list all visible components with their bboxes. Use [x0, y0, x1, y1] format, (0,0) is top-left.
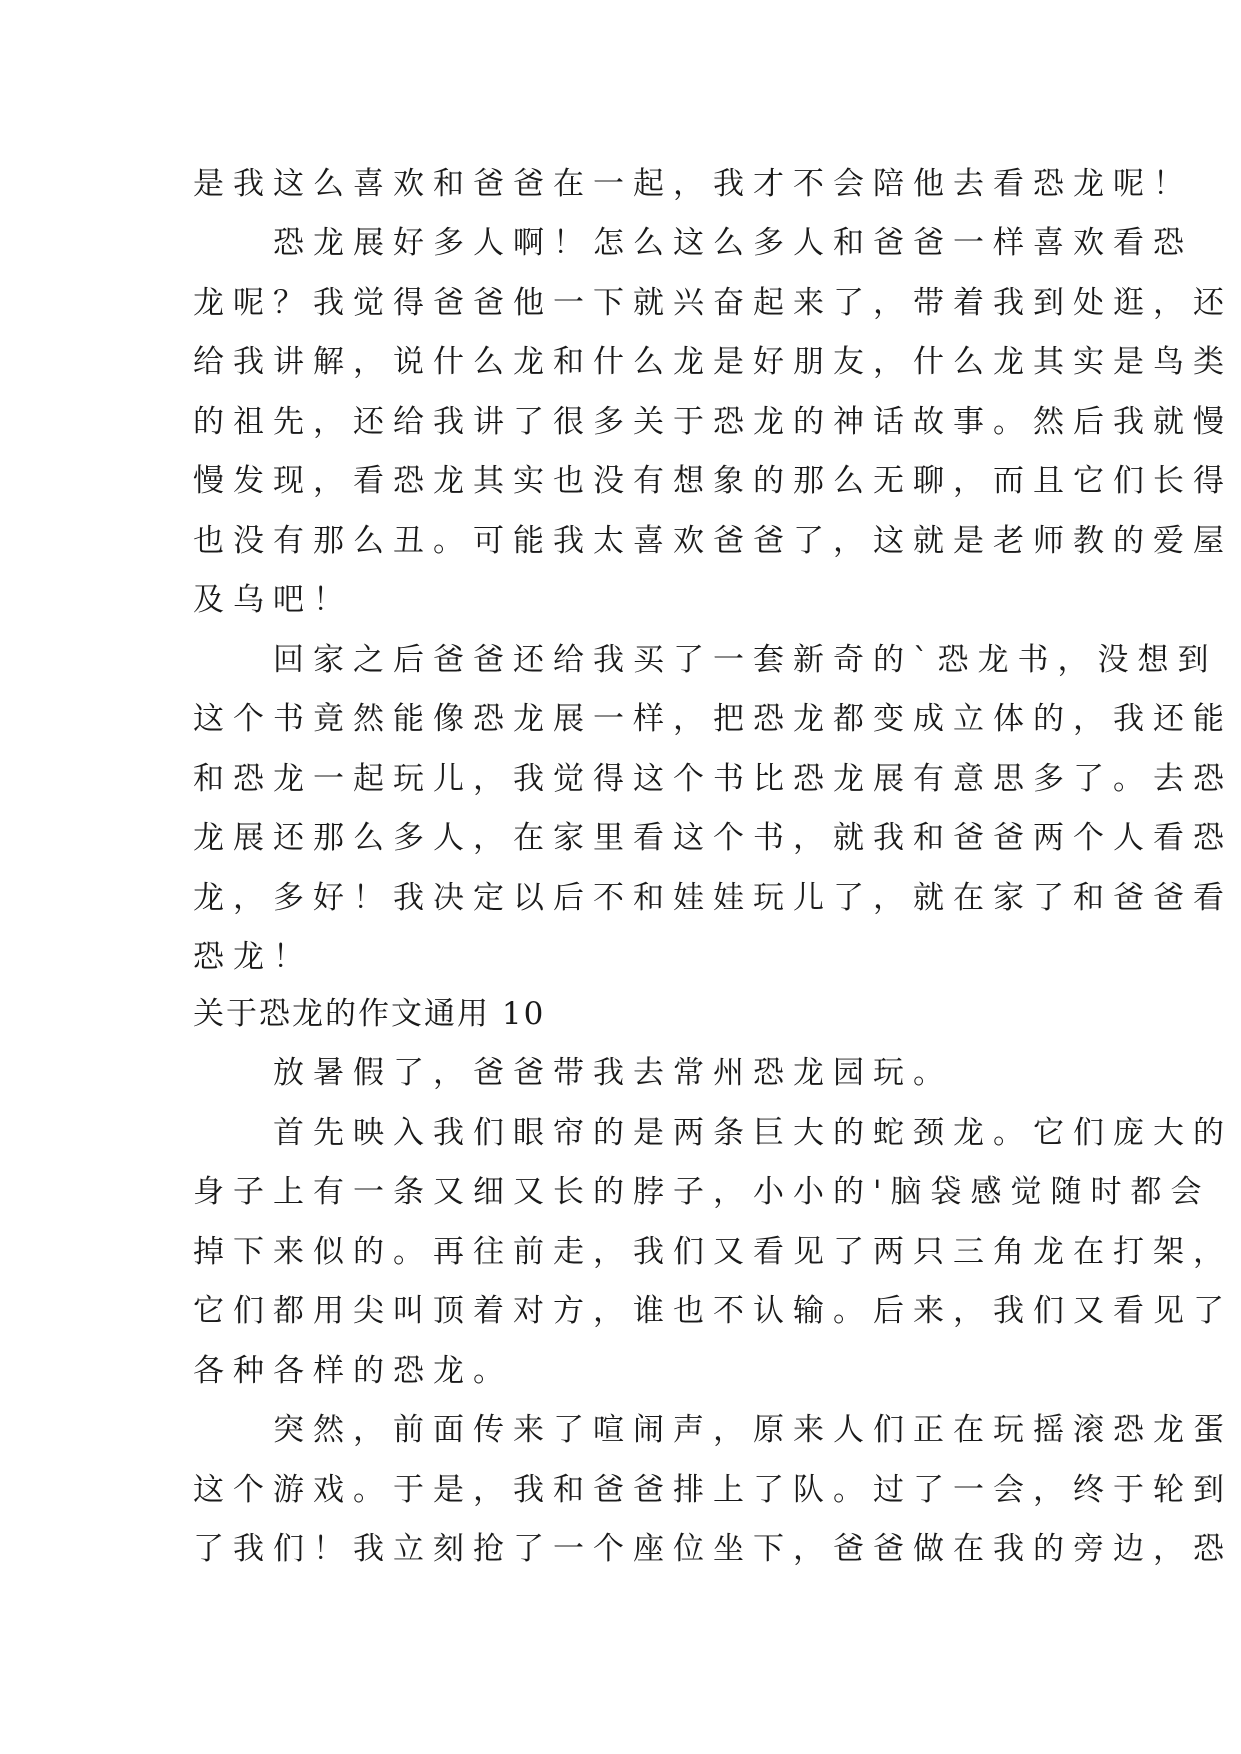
text-line: 它们都用尖叫顶着对方，谁也不认输。后来，我们又看见了	[193, 1293, 1233, 1329]
text-line: 和恐龙一起玩儿，我觉得这个书比恐龙展有意思多了。去恐	[193, 761, 1233, 797]
text-line: 的祖先，还给我讲了很多关于恐龙的神话故事。然后我就慢	[193, 404, 1233, 440]
text-line: 给我讲解，说什么龙和什么龙是好朋友，什么龙其实是鸟类	[193, 344, 1233, 380]
text-line: 及乌吧！	[193, 582, 353, 618]
text-line: 身子上有一条又细又长的脖子，小小的'脑袋感觉随时都会	[193, 1174, 1211, 1210]
paragraph-start-line: 突然，前面传来了喧闹声，原来人们正在玩摇滚恐龙蛋	[193, 1412, 1233, 1448]
text-line: 是我这么喜欢和爸爸在一起，我才不会陪他去看恐龙呢！	[193, 166, 1193, 202]
paragraph-start-line: 放暑假了，爸爸带我去常州恐龙园玩。	[193, 1055, 953, 1091]
section-heading: 关于恐龙的作文通用 10	[193, 996, 546, 1032]
text-line: 这个书竟然能像恐龙展一样，把恐龙都变成立体的，我还能	[193, 701, 1233, 737]
paragraph-start-line: 首先映入我们眼帘的是两条巨大的蛇颈龙。它们庞大的	[193, 1115, 1233, 1151]
text-line: 恐龙！	[193, 939, 313, 975]
text-line: 龙，多好！我决定以后不和娃娃玩儿了，就在家了和爸爸看	[193, 880, 1233, 916]
text-line: 也没有那么丑。可能我太喜欢爸爸了，这就是老师教的爱屋	[193, 523, 1233, 559]
text-line: 龙展还那么多人，在家里看这个书，就我和爸爸两个人看恐	[193, 820, 1233, 856]
paragraph-start-line: 回家之后爸爸还给我买了一套新奇的`恐龙书，没想到	[193, 642, 1218, 678]
text-line: 各种各样的恐龙。	[193, 1353, 513, 1389]
text-line: 慢发现，看恐龙其实也没有想象的那么无聊，而且它们长得	[193, 463, 1233, 499]
text-line: 掉下来似的。再往前走，我们又看见了两只三角龙在打架，	[193, 1234, 1233, 1270]
text-line: 了我们！我立刻抢了一个座位坐下，爸爸做在我的旁边，恐	[193, 1531, 1233, 1567]
paragraph-start-line: 恐龙展好多人啊！怎么这么多人和爸爸一样喜欢看恐	[193, 225, 1193, 261]
text-line: 这个游戏。于是，我和爸爸排上了队。过了一会，终于轮到	[193, 1472, 1233, 1508]
text-line: 龙呢？我觉得爸爸他一下就兴奋起来了，带着我到处逛，还	[193, 285, 1233, 321]
